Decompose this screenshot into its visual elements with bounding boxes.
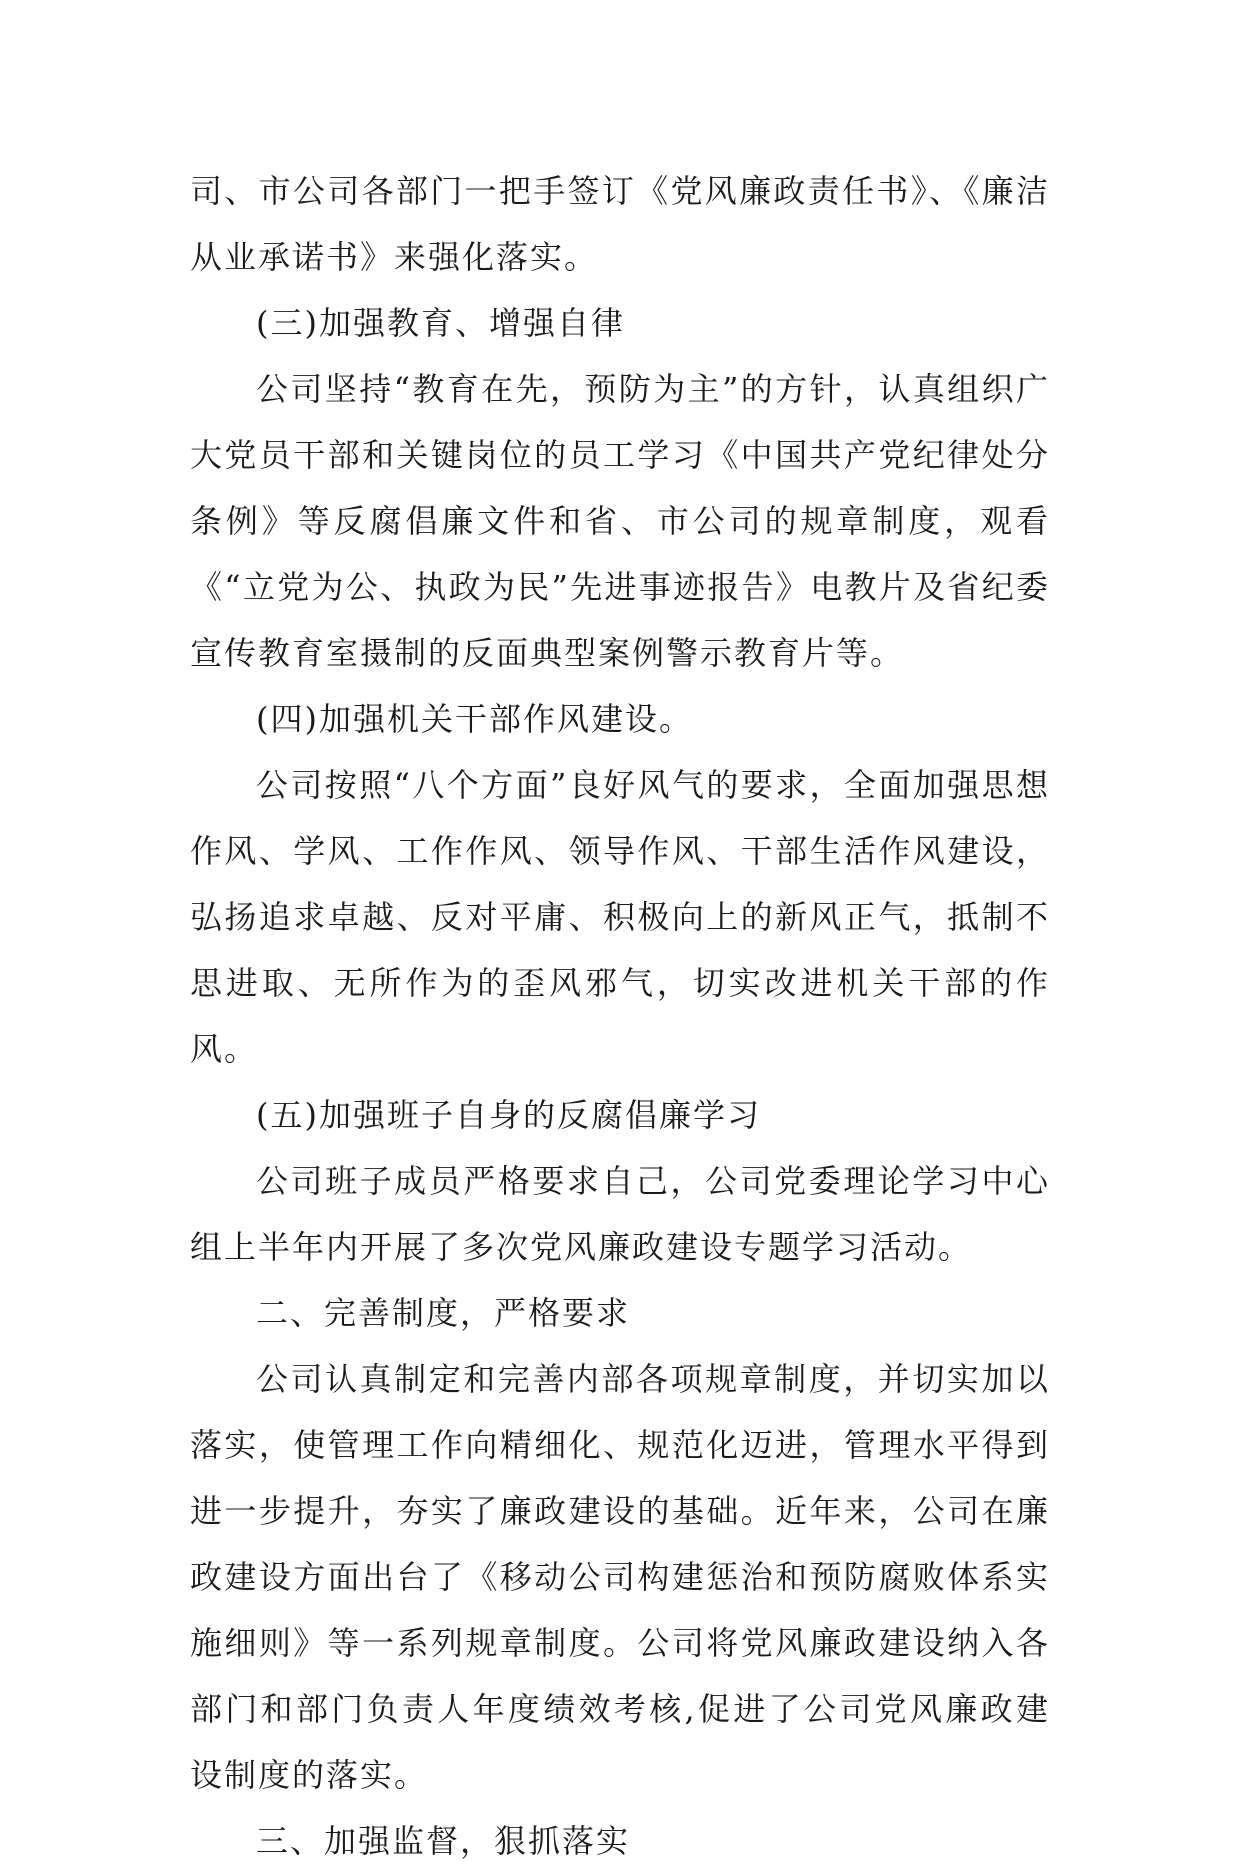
paragraph-work-style: 公司按照“八个方面”良好风气的要求，全面加强思想作风、学风、工作作风、领导作风、干部生活作风建设，弘扬追求卓越、反对平庸、积极向上的新风正气，抵制不思进取、无所作为的歪风邪气，切实改进机关干部的作风。 <box>190 766 1050 1068</box>
paragraph-continuation: 司、市公司各部门一把手签订《党风廉政责任书》、《廉洁从业承诺书》来强化落实。 <box>190 172 1050 276</box>
paragraph-team-study: 公司班子成员严格要求自己，公司党委理论学习中心组上半年内开展了多次党风廉政建设专题学习活动。 <box>190 1162 1050 1266</box>
paragraph-regulations: 公司认真制定和完善内部各项规章制度，并切实加以落实，使管理工作向精细化、规范化迈进，管理水平得到进一步提升，夯实了廉政建设的基础。近年来，公司在廉政建设方面出台了《移动公司构建惩治和预防腐败体系实施细则》等一系列规章制度。公司将党风廉政建设纳入各部门和部门负责人年度绩效考核,促进了公司党风廉政建设制度的落实。 <box>190 1360 1050 1794</box>
section-heading-4: (四)加强机关干部作风建设。 <box>256 700 693 738</box>
section-heading-three: 三、加强监督，狠抓落实 <box>256 1822 631 1860</box>
document-body <box>190 158 1050 1874</box>
section-heading-5: (五)加强班子自身的反腐倡廉学习 <box>256 1096 761 1134</box>
paragraph-education: 公司坚持“教育在先，预防为主”的方针，认真组织广大党员干部和关键岗位的员工学习《中国共产党纪律处分条例》等反腐倡廉文件和省、市公司的规章制度，观看《“立党为公、执政为民”先进事迹报告》电教片及省纪委宣传教育室摄制的反面典型案例警示教育片等。 <box>190 370 1050 672</box>
section-heading-two: 二、完善制度，严格要求 <box>256 1294 631 1332</box>
section-heading-3: (三)加强教育、增强自律 <box>256 304 625 342</box>
